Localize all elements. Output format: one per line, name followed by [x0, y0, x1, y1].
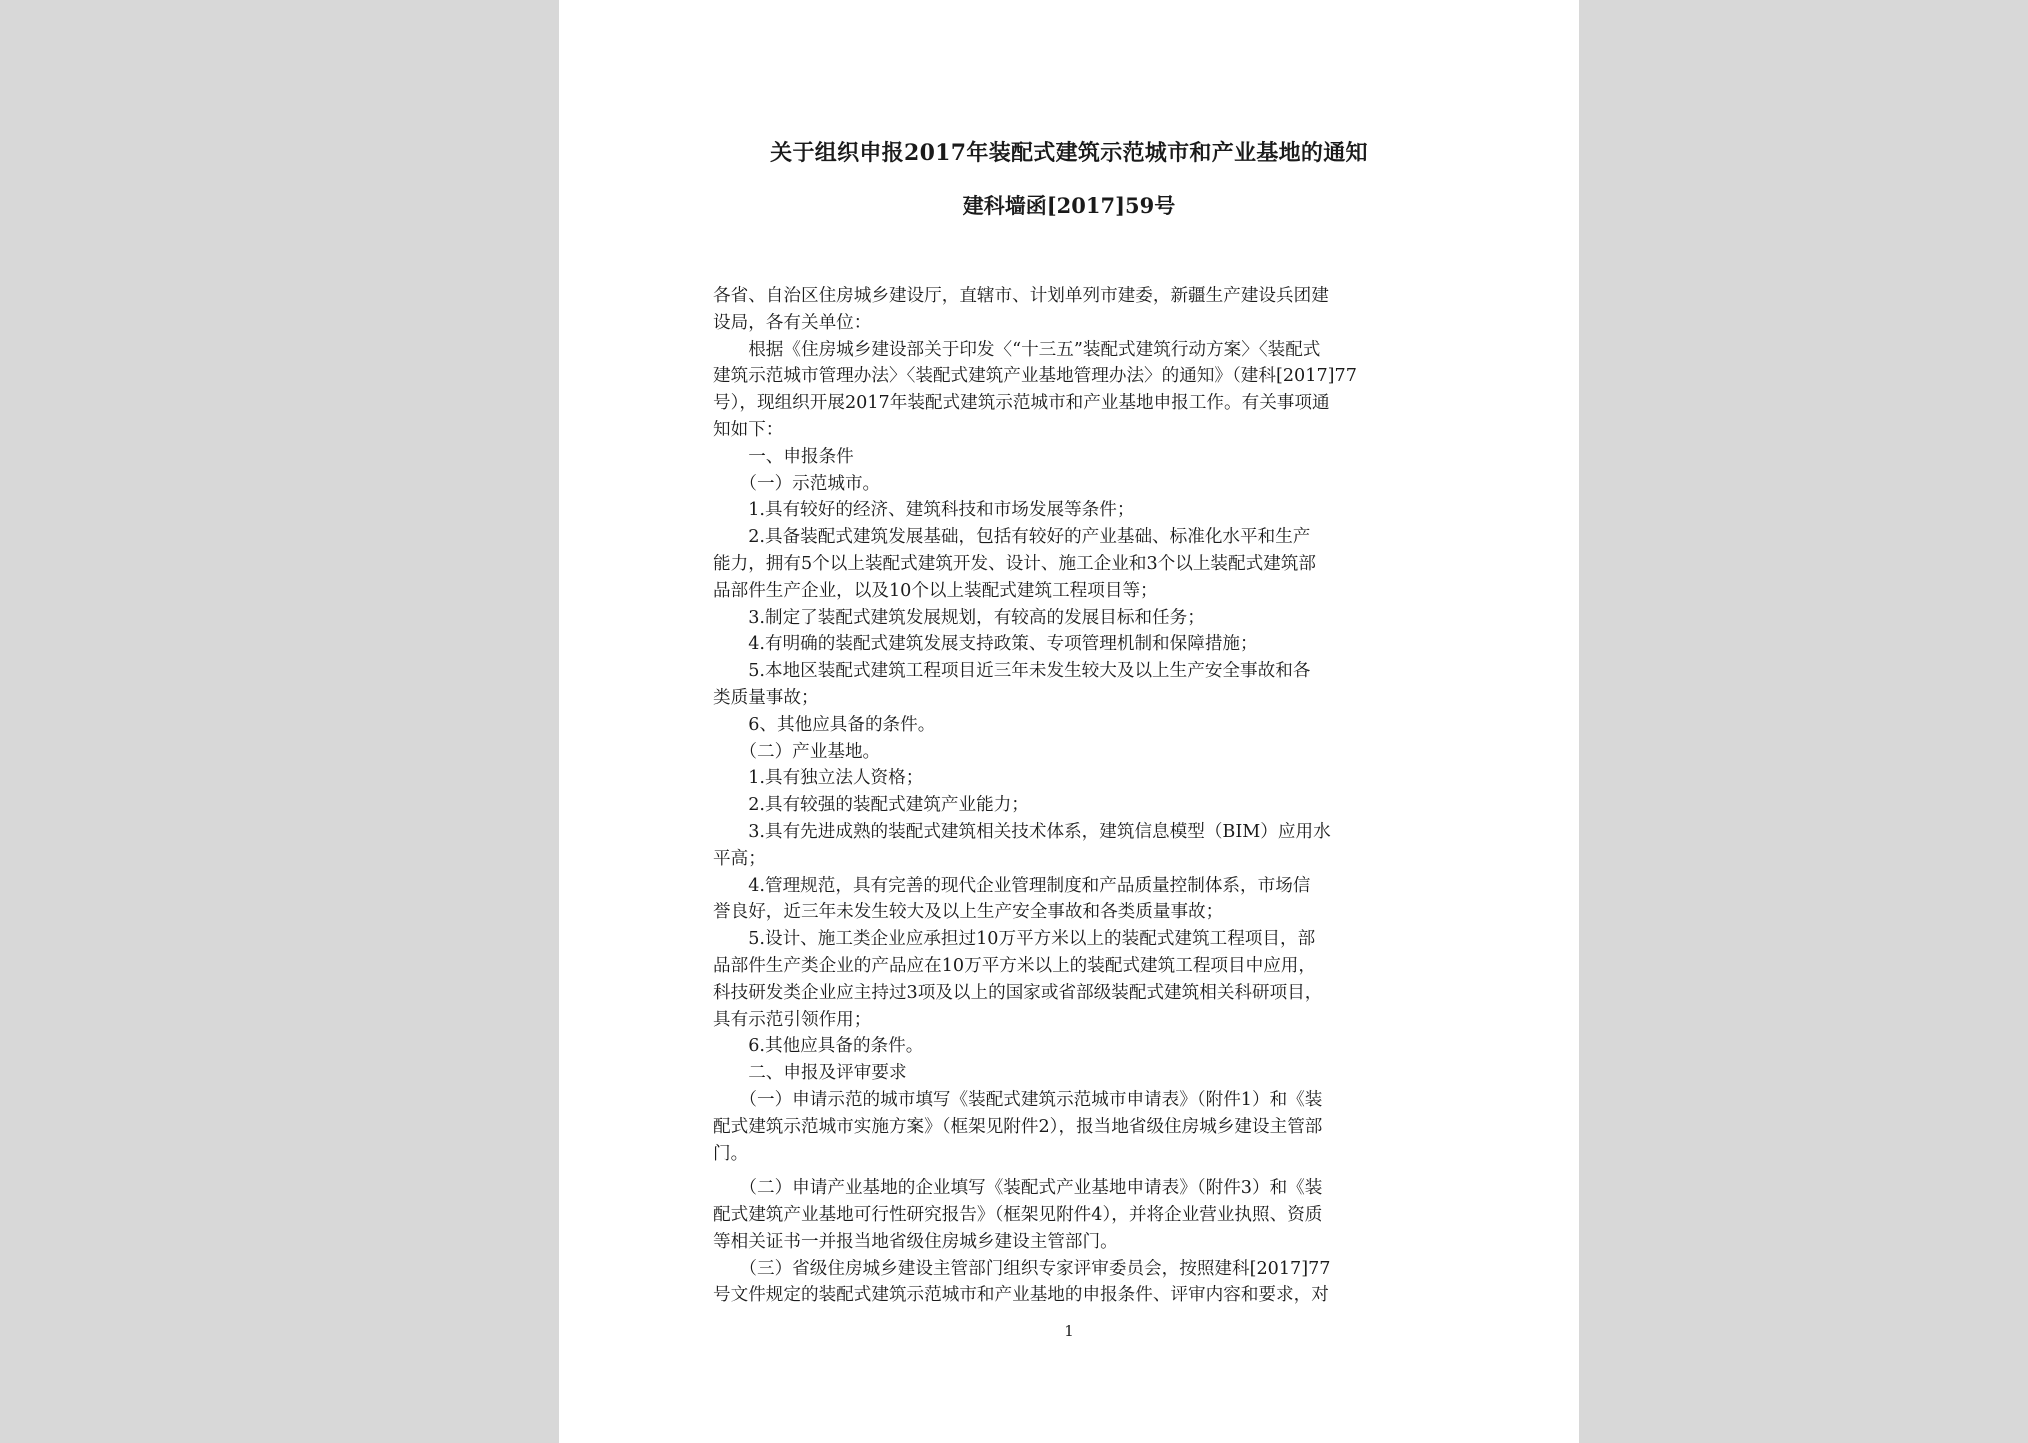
text-line: 建筑示范城市管理办法〉〈装配式建筑产业基地管理办法〉的通知》（建科[2017]77: [713, 366, 1357, 387]
text-line: （二）申请产业基地的企业填写《装配式产业基地申请表》（附件3）和《装: [713, 1178, 1323, 1199]
text-line: （三）省级住房城乡建设主管部门组织专家评审委员会，按照建科[2017]77: [713, 1258, 1331, 1279]
text-line: 门。: [713, 1143, 749, 1164]
text-line: （一）申请示范的城市填写《装配式建筑示范城市申请表》（附件1）和《装: [713, 1089, 1323, 1110]
text-line: 4.管理规范，具有完善的现代企业管理制度和产品质量控制体系，市场信: [713, 875, 1311, 896]
document-number: 建科墙函[2017]59号: [962, 193, 1176, 218]
text-line: 6、其他应具备的条件。: [713, 714, 936, 735]
text-line: 一、申报条件: [713, 446, 854, 467]
page-number: 1: [1064, 1322, 1074, 1340]
text-line: 具有示范引领作用；: [713, 1009, 872, 1030]
text-line: 等相关证书一并报当地省级住房城乡建设主管部门。: [713, 1231, 1118, 1252]
text-line: 知如下：: [713, 419, 784, 440]
text-line: 能力，拥有5个以上装配式建筑开发、设计、施工企业和3个以上装配式建筑部: [713, 553, 1316, 574]
text-line: 科技研发类企业应主持过3项及以上的国家或省部级装配式建筑相关科研项目，: [713, 982, 1323, 1003]
text-line: （二）产业基地。: [713, 741, 881, 762]
text-line: 6.其他应具备的条件。: [713, 1036, 924, 1057]
text-line: 2.具备装配式建筑发展基础，包括有较好的产业基础、标准化水平和生产: [713, 527, 1311, 548]
text-line: 2.具有较强的装配式建筑产业能力；: [713, 795, 1029, 816]
text-line: 号），现组织开展2017年装配式建筑示范城市和产业基地申报工作。有关事项通: [713, 393, 1330, 414]
document-title: 关于组织申报2017年装配式建筑示范城市和产业基地的通知: [770, 140, 1368, 166]
text-line: 1.具有独立法人资格；: [713, 768, 924, 789]
text-line: 誉良好，近三年未发生较大及以上生产安全事故和各类质量事故；: [713, 902, 1224, 923]
text-line: 类质量事故；: [713, 687, 819, 708]
text-line: 配式建筑产业基地可行性研究报告》（框架见附件4），并将企业营业执照、资质: [713, 1205, 1323, 1226]
text-line: 3.制定了装配式建筑发展规划，有较高的发展目标和任务；: [713, 607, 1205, 628]
text-line: 4.有明确的装配式建筑发展支持政策、专项管理机制和保障措施；: [713, 634, 1258, 655]
text-line: 设局，各有关单位：: [713, 312, 872, 333]
document-page: [559, 0, 1579, 1443]
text-line: 品部件生产企业，以及10个以上装配式建筑工程项目等；: [713, 580, 1158, 601]
text-line: 各省、自治区住房城乡建设厅，直辖市、计划单列市建委，新疆生产建设兵团建: [713, 286, 1329, 306]
text-line: 5.设计、施工类企业应承担过10万平方米以上的装配式建筑工程项目，部: [713, 929, 1316, 950]
text-line: 根据《住房城乡建设部关于印发〈“十三五”装配式建筑行动方案〉〈装配式: [713, 339, 1321, 360]
text-line: 品部件生产类企业的产品应在10万平方米以上的装配式建筑工程项目中应用，: [713, 955, 1316, 976]
text-line: 配式建筑示范城市实施方案》（框架见附件2），报当地省级住房城乡建设主管部: [713, 1116, 1323, 1137]
text-line: 号文件规定的装配式建筑示范城市和产业基地的申报条件、评审内容和要求，对: [713, 1285, 1329, 1306]
text-line: 平高；: [713, 848, 766, 869]
document-body: [713, 283, 1425, 1309]
text-line: 3.具有先进成熟的装配式建筑相关技术体系，建筑信息模型（BIM）应用水: [713, 821, 1331, 842]
text-line: 二、申报及评审要求: [713, 1063, 907, 1084]
text-line: 5.本地区装配式建筑工程项目近三年未发生较大及以上生产安全事故和各: [713, 661, 1311, 682]
text-line: （一）示范城市。: [713, 473, 881, 494]
text-line: 1.具有较好的经济、建筑科技和市场发展等条件；: [713, 500, 1135, 521]
